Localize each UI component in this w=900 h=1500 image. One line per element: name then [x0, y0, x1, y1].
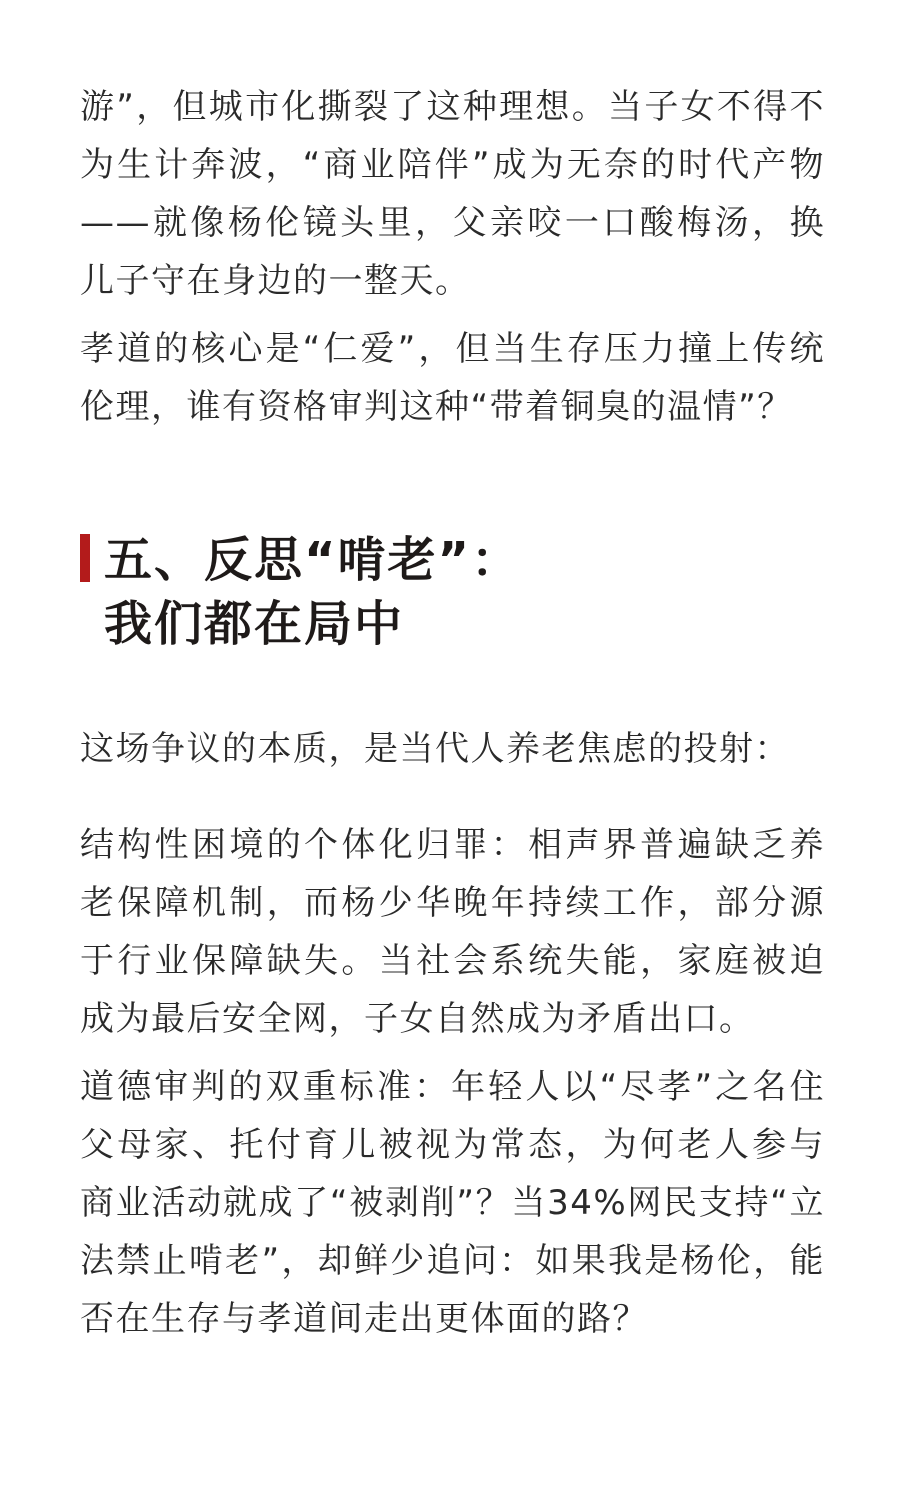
paragraph-urbanization: 游”，但城市化撕裂了这种理想。当子女不得不为生计奔波，“商业陪伴”成为无奈的时代产物——就像杨伦镜头里，父亲咬一口酸梅汤，换儿子守在身边的一整天。	[80, 87, 825, 301]
heading-line-1: 五、反思“啃老”：	[104, 532, 522, 588]
heading-accent-bar	[80, 534, 90, 582]
section-heading	[80, 528, 825, 656]
paragraph-double-standard: 道德审判的双重标准：年轻人以“尽孝”之名住父母家、托付育儿被视为常态，为何老人参与商业活动就成了“被剥削”？当34%网民支持“立法禁止啃老”，却鲜少追问：如果我是杨伦，能否在生存与孝道间走出更体面的路？	[80, 1067, 825, 1339]
paragraph-structural-dilemma: 结构性困境的个体化归罪：相声界普遍缺乏养老保障机制，而杨少华晚年持续工作，部分源于行业保障缺失。当社会系统失能，家庭被迫成为最后安全网，子女自然成为矛盾出口。	[80, 825, 825, 1039]
paragraph-essence: 这场争议的本质，是当代人养老焦虑的投射：	[80, 729, 790, 769]
paragraph-filial-core: 孝道的核心是“仁爱”，但当生存压力撞上传统伦理，谁有资格审判这种“带着铜臭的温情”？	[80, 329, 825, 427]
article-body	[80, 78, 825, 1348]
heading-line-2: 我们都在局中	[104, 596, 405, 652]
